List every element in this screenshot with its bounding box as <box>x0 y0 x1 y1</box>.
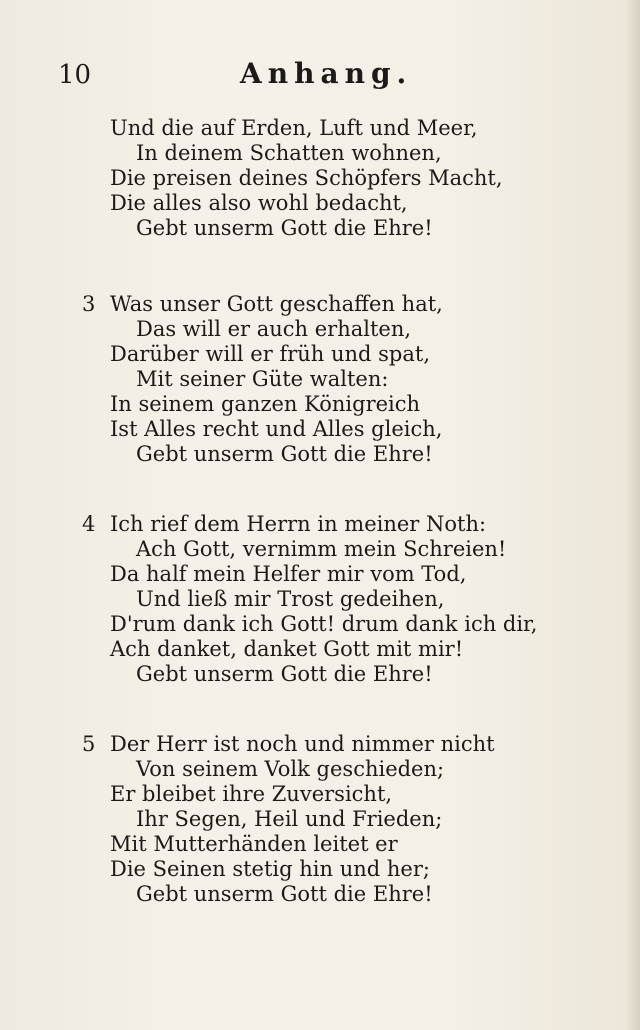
verse-line: Er bleibet ihre Zuversicht, <box>110 782 393 806</box>
page-number: 10 <box>58 60 92 90</box>
verse-line: Ist Alles recht und Alles gleich, <box>110 417 443 441</box>
verse-line: Gebt unserm Gott die Ehre! <box>136 442 433 466</box>
verse-line: Gebt unserm Gott die Ehre! <box>136 662 433 686</box>
verse-line: Die alles also wohl bedacht, <box>110 191 408 215</box>
verse-line: Die Seinen stetig hin und her; <box>110 857 430 881</box>
verse-line: Und die auf Erden, Luft und Meer, <box>110 116 478 140</box>
verse-line: In seinem ganzen Königreich <box>110 392 421 416</box>
stanza-number: 5 <box>82 732 96 756</box>
verse-line: Gebt unserm Gott die Ehre! <box>136 882 433 906</box>
verse-line: Der Herr ist noch und nimmer nicht <box>110 732 495 756</box>
verse-line: Das will er auch erhalten, <box>136 317 412 341</box>
running-head: Anhang. <box>240 57 413 90</box>
verse-line: Da half mein Helfer mir vom Tod, <box>110 562 467 586</box>
verse-line: Und ließ mir Trost gedeihen, <box>136 587 445 611</box>
verse-line: Mit seiner Güte walten: <box>136 367 389 391</box>
stanza-number: 4 <box>82 512 96 536</box>
verse-line: D'rum dank ich Gott! drum dank ich dir, <box>110 612 538 636</box>
verse-line: Darüber will er früh und spat, <box>110 342 431 366</box>
verse-line: Ach danket, danket Gott mit mir! <box>110 637 464 661</box>
verse-line: Ach Gott, vernimm mein Schreien! <box>136 537 507 561</box>
verse-line: Ihr Segen, Heil und Frieden; <box>136 807 443 831</box>
verse-line: Mit Mutterhänden leitet er <box>110 832 398 856</box>
verse-line: Die preisen deines Schöpfers Macht, <box>110 166 503 190</box>
page-edge-shadow <box>626 0 640 1030</box>
verse-line: Von seinem Volk geschieden; <box>136 757 445 781</box>
verse-line: Was unser Gott geschaffen hat, <box>110 292 443 316</box>
verse-line: Ich rief dem Herrn in meiner Noth: <box>110 512 487 536</box>
stanza-number: 3 <box>82 292 96 316</box>
verse-line: Gebt unserm Gott die Ehre! <box>136 216 433 240</box>
verse-line: In deinem Schatten wohnen, <box>136 141 442 165</box>
